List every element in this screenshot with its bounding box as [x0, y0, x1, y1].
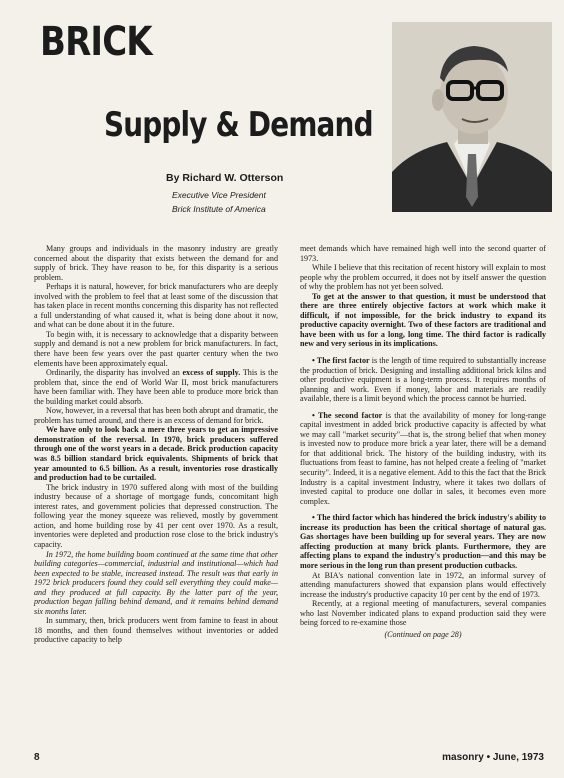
continued-note: (Continued on page 28)	[384, 629, 462, 639]
factor-heading: • The second factor	[312, 410, 383, 420]
paragraph: Now, however, in a reversal that has been both abrupt and dramatic, the problem has turned around, and there is an excess of demand for brick.	[34, 406, 278, 425]
paragraph: Many groups and individuals in the masonry industry are greatly concerned about the disparity that exists between the demand for and supply of brick. They have reason to be, for this disparity is a serious problem.	[34, 244, 278, 282]
left-column	[34, 244, 278, 645]
author-name: By Richard W. Otterson	[166, 172, 284, 184]
paragraph: meet demands which have remained high well into the second quarter of 1973.	[300, 244, 546, 263]
text-run: is the length of time required to substantially increase the production of brick. Designing and installing additional brick kilns and other productive equipment is a long-term process. It requires months of planning and work. Even if money, labor and materials are readily available, there is a limit beyond which the process cannot be hurried.	[300, 356, 546, 404]
article-title: Supply & Demand	[104, 105, 373, 145]
emphasis: excess of supply.	[182, 368, 241, 378]
text-run: This is the problem that, since the end of World War II, most brick manufacturers have been familiar with. They have been able to produce more brick than the building market could absorb.	[34, 368, 278, 406]
factor-three: • The third factor which has hindered the brick industry's ability to increase its production has been the critical shortage of natural gas. Gas shortages have been building up for several years. They are now affecting production at many brick plants. Furthermore, they are affecting plans to expand the industry's production—and this may be more serious in the long run than present production cutbacks.	[300, 513, 546, 570]
paragraph: To begin with, it is necessary to acknowledge that a disparity between supply and demand is not a new problem for brick manufacturers. In fact, there have been few years over the past quarter century when the two elements have been approximately equal.	[34, 329, 278, 368]
author-role: Executive Vice President	[172, 190, 266, 200]
text-run: is that the availability of money for long-range capital investment in added brick productive capacity is affected by what we may call "market security"—that is, the strong belief that when money is invested now to produce more brick a year later, there will be a demand for that additional brick. The history of the building industry, with its fluctuations from feast to famine, has not helped create a feeling of "market security". Indeed, it is a negative element. Add to this the fact that the Brick Industry is a capital investment Industry, where it takes two dollars of invested capital to produce one dollar in sales, it becomes even more complex.	[300, 410, 546, 506]
paragraph: While I believe that this recitation of recent history will explain to most people why the problem occurred, it does not by itself answer the question of why the problem has not yet been solved.	[300, 263, 546, 292]
paragraph-bold: We have only to look back a mere three years to get an impressive demonstration of the reversal. In 1970, brick producers suffered through one of the worst years in a decade. Brick production capacity was 8.5 billion standard brick equivalents. Shipments of brick that year amounted to 6.5 billion. As a result, inventories rose drastically and production had to be curtailed.	[34, 425, 278, 483]
page-number: 8	[34, 752, 40, 763]
byline	[166, 172, 283, 218]
paragraph	[34, 368, 278, 406]
portrait-icon	[392, 22, 552, 212]
paragraph: At BIA's national convention late in 1972, an informal survey of attending manufacturers showed that expansion plans would effectively increase the industry's productive capacity 10 per cent by the end of 1973.	[300, 570, 546, 599]
paragraph: Recently, at a regional meeting of manufacturers, several companies who last November indicated plans to expand production said they were being forced to re-examine those	[300, 599, 546, 628]
paragraph-bold: To get at the answer to that question, it must be understood that there are three entirely objective factors at work which make it difficult, if not impossible, for the brick industry to expand its productive capacity overnight. Two of these factors are traditional and have been with us for a long, long time. The third factor is radically new and very serious in its implications.	[300, 291, 546, 349]
right-column	[300, 244, 546, 639]
author-organization: Brick Institute of America	[172, 204, 266, 214]
factor-one	[300, 356, 546, 404]
paragraph: In summary, then, brick producers went from famine to feast in about 18 months, and then found themselves without inventories or added productive capacity to help	[34, 616, 278, 645]
author-portrait-photo	[392, 22, 552, 212]
factor-two	[300, 411, 546, 506]
text-run: Ordinarily, the disparity has involved an	[46, 368, 183, 378]
magazine-issue: masonry • June, 1973	[442, 752, 544, 763]
paragraph: Perhaps it is natural, however, for brick manufacturers who are deeply involved with the problem to feel that at least some of the discussion that has taken place in recent months concerning this disparity has not reflected a full understanding of what caused it, what is being done about it now, and what can be done about it in the future.	[34, 282, 278, 330]
factor-heading: • The first factor	[312, 356, 370, 366]
paragraph-italic: In 1972, the home building boom continued at the same time that other building categories—commercial, industrial and institutional—which had been expected to be stable, increased instead. The result was that early in 1972 brick producers found they could sell everything they could make—and they produced at full capacity. By the latter part of the year, production began falling behind demand, and it remains behind demand six months later.	[34, 549, 278, 616]
paragraph: The brick industry in 1970 suffered along with most of the building industry because of a shortage of mortgage funds, concomitant high interest rates, and government policies that depressed construction. The following year the money squeeze was relieved, mostly by government action, and home building rose by 41 per cent over 1970. As a result, inventories were depleted and production rose close to the brick industry's capacity.	[34, 482, 278, 549]
headline: BRICK	[40, 19, 152, 65]
